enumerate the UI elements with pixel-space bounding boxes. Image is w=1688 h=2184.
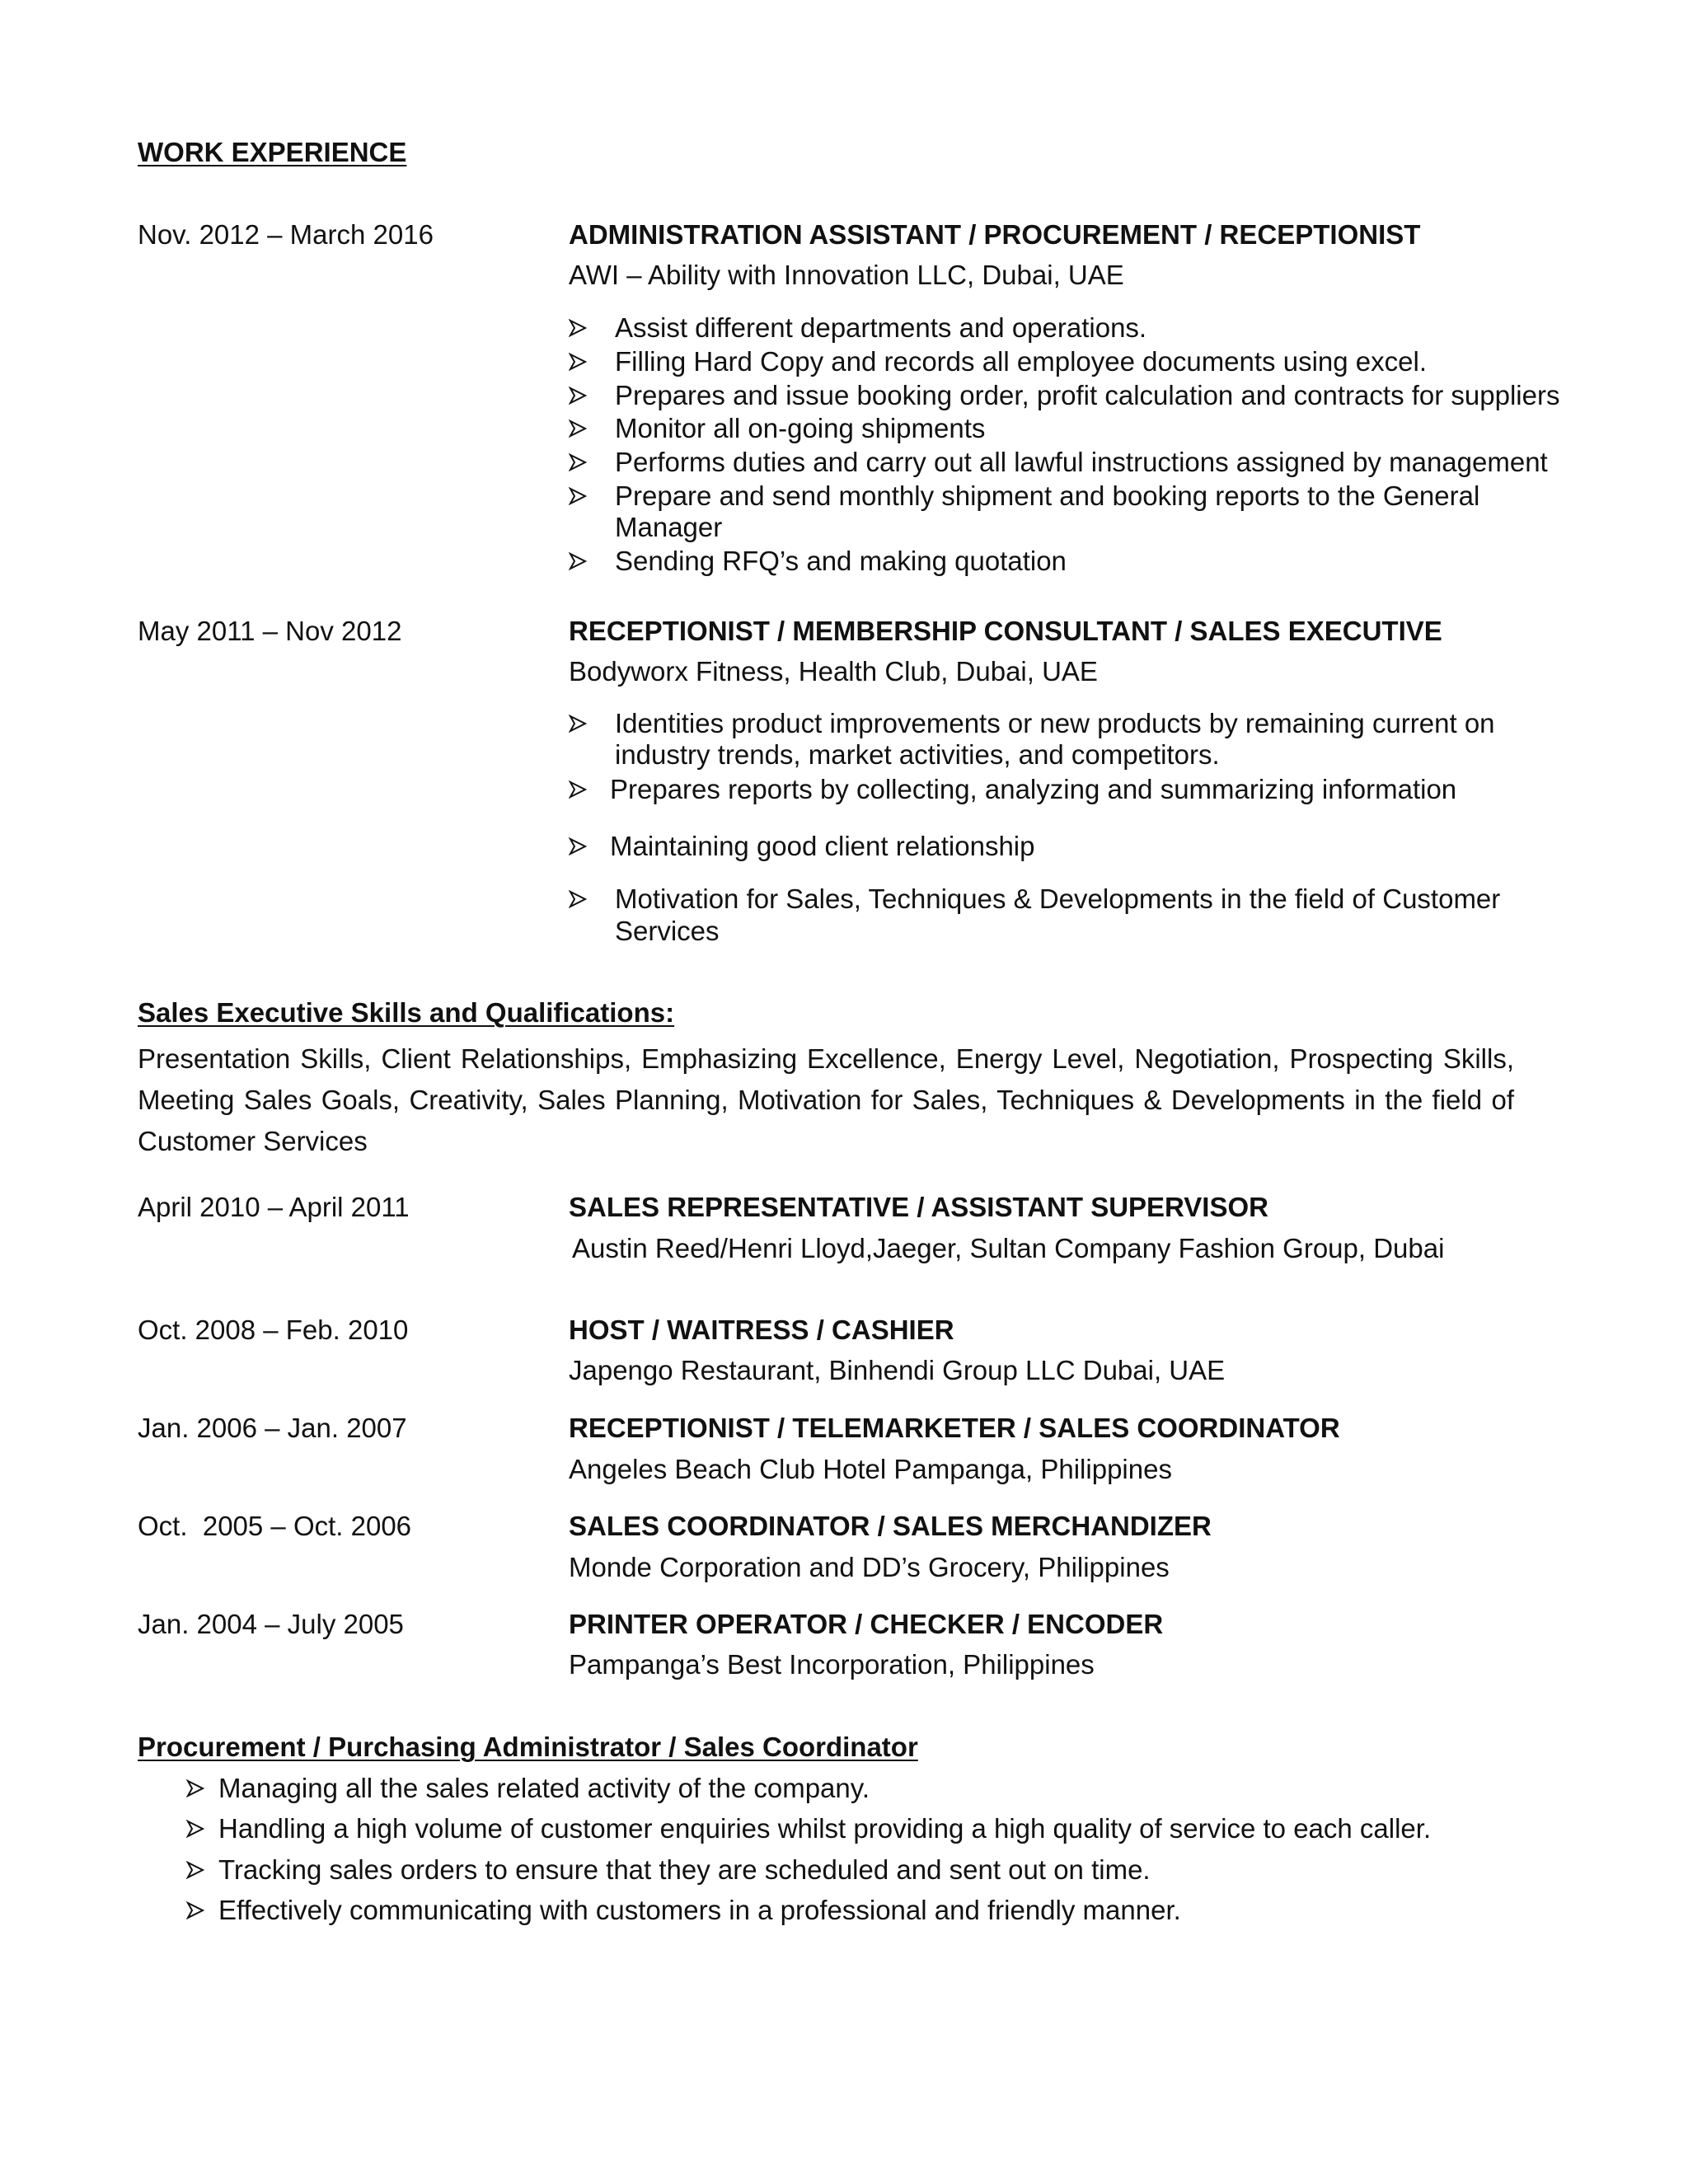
arrowhead-bullet-icon bbox=[569, 552, 587, 570]
job-company: Monde Corporation and DD’s Grocery, Philippines bbox=[569, 1552, 1170, 1582]
section-heading-skills: Sales Executive Skills and Qualifications: bbox=[138, 997, 675, 1028]
procurement-item: Effectively communicating with customers in a professional and friendly manner. bbox=[218, 1895, 1181, 1925]
job-title: RECEPTIONIST / TELEMARKETER / SALES COORDINATOR bbox=[569, 1413, 1340, 1443]
job-title: SALES REPRESENTATIVE / ASSISTANT SUPERVISOR bbox=[569, 1192, 1268, 1222]
procurement-item: Managing all the sales related activity of the company. bbox=[218, 1773, 870, 1803]
job-duty-continuation: Manager bbox=[615, 512, 723, 542]
job-dates: Jan. 2004 – July 2005 bbox=[138, 1609, 404, 1639]
job-duty: Motivation for Sales, Techniques & Developments in the field of Customer bbox=[615, 883, 1501, 914]
job-duty-continuation: Services bbox=[615, 916, 720, 946]
arrowhead-bullet-icon bbox=[569, 890, 587, 908]
job-duty-continuation: industry trends, market activities, and competitors. bbox=[615, 739, 1220, 770]
section-heading-work-experience: WORK EXPERIENCE bbox=[138, 137, 407, 167]
job-title: HOST / WAITRESS / CASHIER bbox=[569, 1315, 954, 1345]
arrowhead-bullet-icon bbox=[569, 387, 587, 405]
job-company: Austin Reed/Henri Lloyd,Jaeger, Sultan Company Fashion Group, Dubai bbox=[572, 1233, 1445, 1263]
job-duty: Monitor all on-going shipments bbox=[615, 413, 986, 443]
arrowhead-bullet-icon bbox=[569, 780, 587, 799]
job-duty: Prepare and send monthly shipment and booking reports to the General bbox=[615, 480, 1480, 511]
job-title: SALES COORDINATOR / SALES MERCHANDIZER bbox=[569, 1511, 1212, 1541]
arrowhead-bullet-icon bbox=[186, 1779, 204, 1797]
job-duty: Performs duties and carry out all lawful instructions assigned by management bbox=[615, 447, 1548, 477]
job-company: AWI – Ability with Innovation LLC, Dubai, UAE bbox=[569, 260, 1124, 290]
job-dates: Oct. 2008 – Feb. 2010 bbox=[138, 1315, 409, 1345]
job-title: PRINTER OPERATOR / CHECKER / ENCODER bbox=[569, 1609, 1164, 1639]
section-heading-procurement: Procurement / Purchasing Administrator / Sales Coordinator bbox=[138, 1732, 918, 1762]
arrowhead-bullet-icon bbox=[186, 1901, 204, 1919]
job-title: RECEPTIONIST / MEMBERSHIP CONSULTANT / SALES EXECUTIVE bbox=[569, 616, 1442, 646]
procurement-item: Tracking sales orders to ensure that they are scheduled and sent out on time. bbox=[218, 1854, 1151, 1885]
job-company: Japengo Restaurant, Binhendi Group LLC Dubai, UAE bbox=[569, 1355, 1226, 1385]
job-company: Bodyworx Fitness, Health Club, Dubai, UAE bbox=[569, 656, 1098, 687]
job-title: ADMINISTRATION ASSISTANT / PROCUREMENT / RECEPTIONIST bbox=[569, 219, 1421, 250]
arrowhead-bullet-icon bbox=[569, 453, 587, 471]
skills-paragraph: Presentation Skills, Client Relationships, Emphasizing Excellence, Energy Level, Negotiation, Prospecting Skills, Meeting Sales Goals, Creativity, Sales Planning, Motivation for Sales, Techniques & Developments in the field of Customer Services bbox=[138, 1043, 1514, 1156]
arrowhead-bullet-icon bbox=[569, 837, 587, 855]
job-dates: May 2011 – Nov 2012 bbox=[138, 616, 402, 646]
arrowhead-bullet-icon bbox=[569, 419, 587, 438]
job-dates: Oct. 2005 – Oct. 2006 bbox=[138, 1511, 412, 1541]
job-duty: Sending RFQ’s and making quotation bbox=[615, 546, 1067, 576]
procurement-item: Handling a high volume of customer enquiries whilst providing a high quality of service to each caller. bbox=[218, 1813, 1432, 1844]
job-dates: April 2010 – April 2011 bbox=[138, 1192, 410, 1222]
job-company: Pampanga’s Best Incorporation, Philippines bbox=[569, 1649, 1095, 1680]
job-duty: Identities product improvements or new products by remaining current on bbox=[615, 708, 1495, 738]
job-company: Angeles Beach Club Hotel Pampanga, Philippines bbox=[569, 1454, 1172, 1484]
job-duty: Filling Hard Copy and records all employee documents using excel. bbox=[615, 346, 1427, 377]
job-duty: Assist different departments and operations. bbox=[615, 312, 1147, 343]
arrowhead-bullet-icon bbox=[569, 319, 587, 337]
job-duty: Maintaining good client relationship bbox=[610, 831, 1035, 861]
job-dates: Jan. 2006 – Jan. 2007 bbox=[138, 1413, 407, 1443]
job-dates: Nov. 2012 – March 2016 bbox=[138, 219, 434, 250]
arrowhead-bullet-icon bbox=[569, 487, 587, 505]
job-duty: Prepares and issue booking order, profit calculation and contracts for suppliers bbox=[615, 380, 1560, 410]
arrowhead-bullet-icon bbox=[186, 1820, 204, 1838]
arrowhead-bullet-icon bbox=[569, 715, 587, 733]
arrowhead-bullet-icon bbox=[186, 1861, 204, 1879]
job-duty: Prepares reports by collecting, analyzing and summarizing information bbox=[610, 774, 1457, 804]
arrowhead-bullet-icon bbox=[569, 353, 587, 371]
